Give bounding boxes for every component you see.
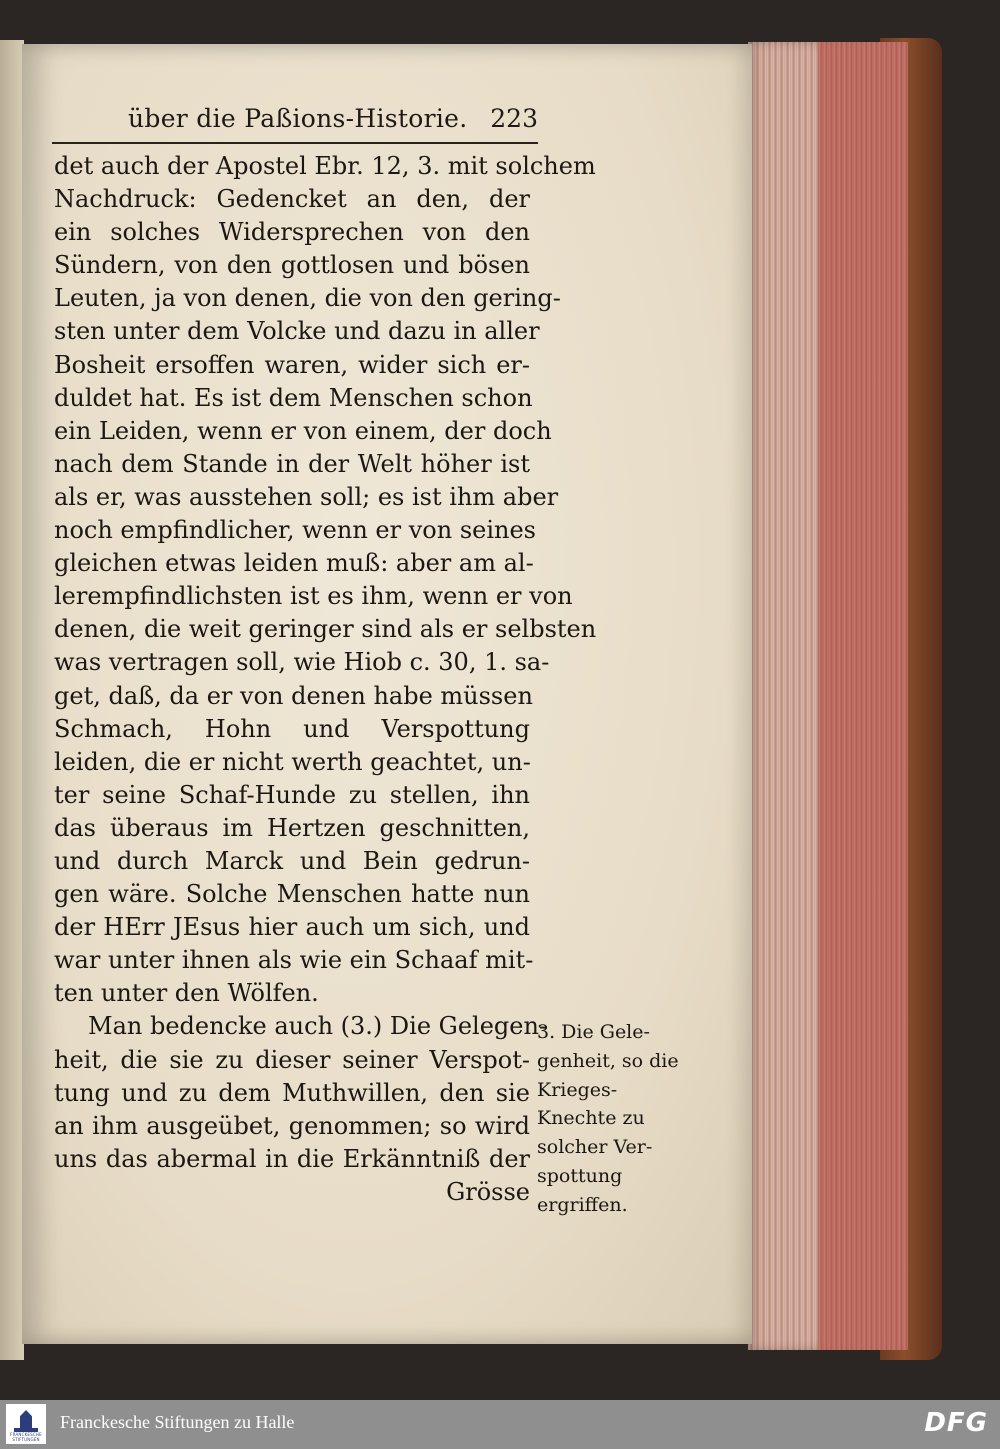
text-line: denen, die weit geringer sind als er selbsten — [54, 615, 597, 644]
marginal-note-line: genheit, so die — [537, 1049, 679, 1072]
text-line: Schmach, Hohn und Verspottung — [54, 714, 530, 743]
running-title: über die Paßions-Historie. — [128, 104, 468, 133]
text-line: das überaus im Hertzen geschnitten, — [54, 813, 530, 842]
text-line: an ihm ausgeübet, genommen; so wird — [54, 1111, 530, 1140]
page-block-edges — [748, 42, 908, 1350]
text-line: leiden, die er nicht werth geachtet, un- — [54, 747, 531, 776]
text-line: war unter ihnen als wie ein Schaaf mit- — [54, 946, 534, 975]
institution-name: Franckesche Stiftungen zu Halle — [60, 1412, 295, 1432]
text-line: als er, was ausstehen soll; es ist ihm aber — [54, 482, 559, 511]
text-line: get, daß, da er von denen habe müssen — [54, 681, 533, 710]
text-line: und durch Marck und Bein gedrun- — [54, 846, 530, 875]
text-line: ein solches Widersprechen von den — [54, 218, 530, 247]
red-edge-band — [818, 42, 908, 1350]
marginal-note-line: spottung — [537, 1164, 623, 1187]
text-line: ein Leiden, wenn er von einem, der doch — [54, 416, 552, 445]
text-line: Man bedencke auch (3.) Die Gelegen- — [88, 1012, 548, 1041]
header-rule — [52, 142, 538, 144]
marginal-note-line: solcher Ver- — [537, 1136, 653, 1159]
page-number: 223 — [490, 104, 538, 133]
text-line: der HErr JEsus hier auch um sich, und — [54, 913, 530, 942]
text-line: Leuten, ja von denen, die von den gering- — [54, 284, 561, 313]
text-line: gen wäre. Solche Menschen hatte nun — [54, 880, 530, 909]
text-line: heit, die sie zu dieser seiner Verspot- — [54, 1045, 530, 1074]
dfg-logo: DFG — [924, 1408, 988, 1438]
text-line: gleichen etwas leiden muß: aber am al- — [54, 549, 534, 578]
text-line: sten unter dem Volcke und dazu in aller — [54, 317, 540, 346]
franckesche-stiftungen-logo — [6, 1404, 46, 1444]
text-line: lerempfindlichsten ist es ihm, wenn er von — [54, 582, 573, 611]
footer-bar — [0, 1400, 1000, 1449]
text-line: Nachdruck: Gedencket an den, der — [54, 185, 530, 214]
text-line: tung und zu dem Muthwillen, den sie — [54, 1078, 530, 1107]
facing-page-edge — [0, 40, 24, 1360]
page-header — [118, 104, 538, 138]
marginal-note-line: Knechte zu — [537, 1107, 645, 1130]
text-line: ter seine Schaf-Hunde zu stellen, ihn — [54, 780, 530, 809]
text-line: Sündern, von den gottlosen und bösen — [54, 251, 530, 280]
marginal-note-line: ergriffen. — [537, 1193, 628, 1216]
marginal-note — [537, 1018, 677, 1220]
catchword: Grösse — [446, 1177, 530, 1206]
text-line: nach dem Stande in der Welt höher ist — [54, 449, 530, 478]
marginal-note-line: 3. Die Gele- — [537, 1021, 650, 1043]
text-line: det auch der Apostel Ebr. 12, 3. mit solchem — [54, 152, 596, 180]
marginal-note-line: Krieges- — [537, 1078, 618, 1101]
text-line: duldet hat. Es ist dem Menschen schon — [54, 383, 533, 412]
text-line: uns das abermal in die Erkänntniß der — [54, 1144, 530, 1173]
text-line: was vertragen soll, wie Hiob c. 30, 1. sa- — [54, 648, 550, 677]
text-line: noch empfindlicher, wenn er von seines — [54, 516, 536, 545]
text-line: ten unter den Wölfen. — [54, 979, 319, 1008]
tower-icon — [20, 1410, 32, 1428]
text-line: Bosheit ersoffen waren, wider sich er- — [54, 350, 530, 379]
logo-caption: FRANCKESCHE STIFTUNGEN — [10, 1432, 42, 1442]
